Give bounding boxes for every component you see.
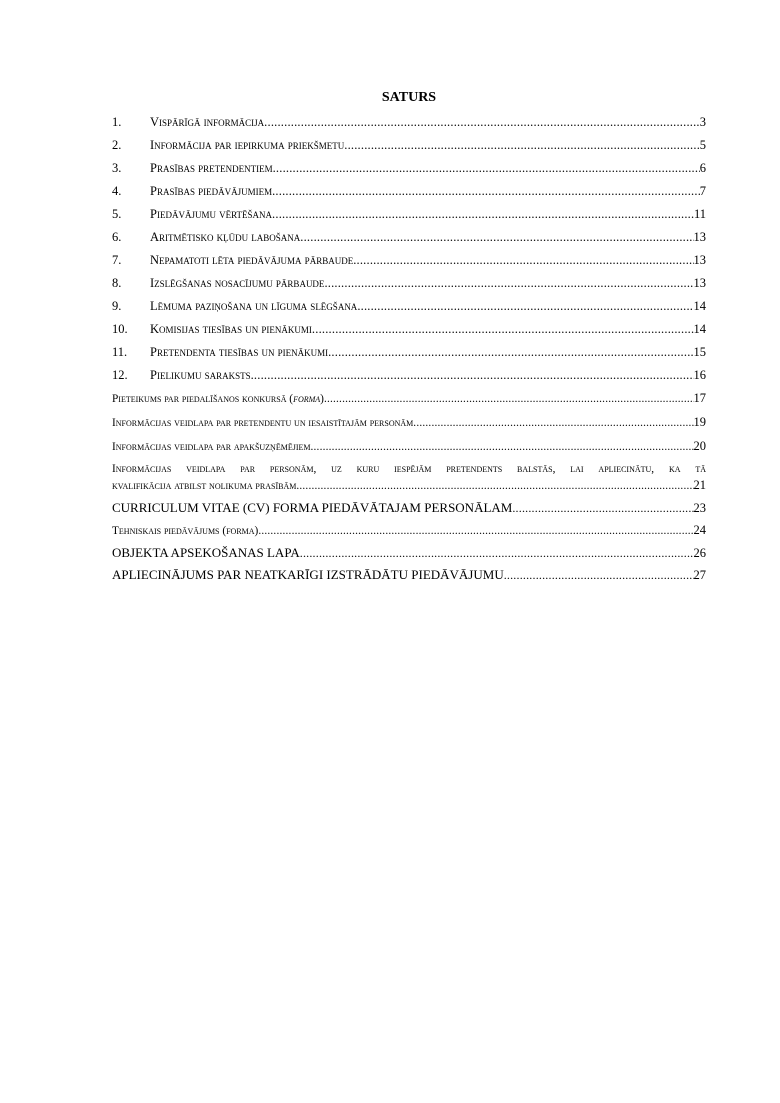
toc-entry-5[interactable] bbox=[112, 206, 706, 222]
toc-leader-dots bbox=[272, 206, 694, 222]
toc-entry-10[interactable] bbox=[112, 321, 706, 337]
toc-leader-dots bbox=[264, 114, 700, 130]
toc-entry-number: 8. bbox=[112, 276, 122, 290]
toc-entry-label: Prasības piedāvājumiem bbox=[150, 184, 273, 198]
toc-entry-page: 19 bbox=[693, 415, 706, 429]
toc-appendix-pretendent-form[interactable] bbox=[112, 414, 706, 431]
toc-entry-9[interactable] bbox=[112, 298, 706, 314]
toc-entry-12[interactable] bbox=[112, 367, 706, 383]
toc-entry-number: 6. bbox=[112, 230, 122, 244]
toc-appendix-persons-form[interactable] bbox=[112, 462, 706, 494]
toc-entry-page: 14 bbox=[693, 299, 706, 313]
toc-entry-page: 14 bbox=[693, 322, 706, 336]
toc-leader-dots bbox=[311, 439, 694, 455]
toc-entry-page: 6 bbox=[699, 161, 706, 175]
toc-entry-number: 2. bbox=[112, 138, 122, 152]
toc-entry-number: 11. bbox=[112, 345, 128, 359]
toc-appendix-site-inspection[interactable] bbox=[112, 545, 706, 561]
toc-appendix-subcontractors-form[interactable] bbox=[112, 438, 706, 455]
toc-entry-page: 3 bbox=[699, 115, 706, 129]
toc-entry-11[interactable] bbox=[112, 344, 706, 360]
toc-entry-label-line2: kvalifikācija atbilst nolikuma prasībām bbox=[112, 480, 297, 492]
toc-entry-page: 13 bbox=[693, 276, 706, 290]
toc-leader-dots bbox=[344, 137, 700, 153]
toc-appendix-cv-form[interactable] bbox=[112, 500, 706, 516]
toc-entry-page: 21 bbox=[693, 478, 706, 492]
toc-entry-number: 9. bbox=[112, 299, 122, 313]
toc-appendix-independent-proposal[interactable] bbox=[112, 567, 706, 583]
toc-entry-number: 1. bbox=[112, 115, 122, 129]
toc-entry-number: 4. bbox=[112, 184, 122, 198]
toc-entry-page: 16 bbox=[693, 368, 706, 382]
toc-entry-4[interactable] bbox=[112, 183, 706, 199]
toc-leader-dots bbox=[324, 275, 693, 291]
toc-entry-number: 3. bbox=[112, 161, 122, 175]
toc-entry-label: Pieteikums par piedalīšanos konkursā ( bbox=[112, 393, 294, 405]
toc-entry-label: Informācijas veidlapa par apakšuzņēmējiem bbox=[112, 441, 311, 453]
toc-leader-dots bbox=[413, 415, 693, 431]
toc-appendix-technical-proposal[interactable] bbox=[112, 522, 706, 539]
toc-entry-2[interactable] bbox=[112, 137, 706, 153]
toc-entry-number: 5. bbox=[112, 207, 122, 221]
toc-leader-dots bbox=[300, 545, 694, 561]
toc-title: SATURS bbox=[381, 90, 437, 105]
toc-leader-dots bbox=[512, 500, 693, 516]
toc-entry-label: Informācijas veidlapa par pretendentu un iesaistītajām personām bbox=[112, 417, 414, 429]
toc-entry-1[interactable] bbox=[112, 114, 706, 130]
toc-entry-page: 13 bbox=[693, 230, 706, 244]
toc-entry-page: 11 bbox=[693, 207, 706, 221]
toc-entry-page: 27 bbox=[693, 568, 706, 582]
toc-leader-dots bbox=[296, 478, 693, 494]
toc-entry-page: 20 bbox=[693, 439, 706, 453]
toc-entry-label-line1: Informācijas veidlapa par personām, uz kuru iespējām pretendents balstās, lai apliecinātu, ka tā bbox=[112, 463, 706, 475]
toc-entry-label-after: ) bbox=[320, 393, 324, 405]
toc-entry-page: 24 bbox=[693, 523, 706, 537]
toc-entry-label: Nepamatoti lēta piedāvājuma pārbaude bbox=[150, 253, 354, 267]
toc-entry-label: Pretendenta tiesības un pienākumi bbox=[150, 345, 329, 359]
toc-appendix-application-form[interactable] bbox=[112, 390, 706, 407]
toc-leader-dots bbox=[258, 523, 693, 539]
toc-entry-label: Lēmuma paziņošana un līguma slēgšana bbox=[150, 299, 358, 313]
toc-entry-3[interactable] bbox=[112, 160, 706, 176]
toc-leader-dots bbox=[273, 160, 700, 176]
toc-entry-label: Tehniskais piedāvājums (forma) bbox=[112, 525, 259, 537]
toc-entry-7[interactable] bbox=[112, 252, 706, 268]
table-of-contents bbox=[112, 112, 706, 583]
toc-entry-number: 7. bbox=[112, 253, 122, 267]
toc-leader-dots bbox=[251, 367, 694, 383]
toc-entry-label: Komisijas tiesības un pienākumi bbox=[150, 322, 312, 336]
toc-entry-page: 26 bbox=[693, 546, 706, 560]
toc-entry-page: 15 bbox=[693, 345, 706, 359]
toc-entry-label-italic: forma bbox=[293, 393, 321, 405]
toc-entry-label: Izslēgšanas nosacījumu pārbaude bbox=[150, 276, 325, 290]
toc-leader-dots bbox=[312, 321, 694, 337]
toc-entry-page: 5 bbox=[699, 138, 706, 152]
toc-entry-label: OBJEKTA APSEKOŠANAS LAPA bbox=[112, 545, 300, 560]
toc-leader-dots bbox=[353, 252, 693, 268]
toc-entry-line2 bbox=[112, 477, 706, 494]
toc-leader-dots bbox=[357, 298, 693, 314]
toc-entry-label: Prasības pretendentiem bbox=[150, 161, 273, 175]
toc-entry-page: 17 bbox=[693, 391, 706, 405]
toc-entry-label: APLIECINĀJUMS PAR NEATKARĪGI IZSTRĀDĀTU PIEDĀVĀJUMU bbox=[112, 567, 504, 582]
toc-entry-page: 7 bbox=[699, 184, 706, 198]
toc-entry-label: Piedāvājumu vērtēšana bbox=[150, 207, 273, 221]
toc-entry-page: 23 bbox=[693, 501, 706, 515]
toc-entry-label: CURRICULUM VITAE (CV) FORMA PIEDĀVĀTAJAM PERSONĀLAM bbox=[112, 500, 513, 515]
toc-entry-8[interactable] bbox=[112, 275, 706, 291]
toc-entry-label: Vispārīgā informācija bbox=[150, 115, 265, 129]
toc-entry-number: 12. bbox=[112, 368, 128, 382]
toc-entry-label: Informācija par iepirkuma priekšmetu bbox=[150, 138, 345, 152]
toc-leader-dots bbox=[504, 567, 694, 583]
toc-entry-6[interactable] bbox=[112, 229, 706, 245]
toc-entry-page: 13 bbox=[693, 253, 706, 267]
toc-entry-number: 10. bbox=[112, 322, 128, 336]
toc-leader-dots bbox=[324, 391, 694, 407]
toc-leader-dots bbox=[328, 344, 693, 360]
toc-leader-dots bbox=[300, 229, 693, 245]
toc-leader-dots bbox=[272, 183, 700, 199]
toc-entry-label: Aritmētisko kļūdu labošana bbox=[150, 230, 301, 244]
toc-entry-label: Pielikumu saraksts bbox=[150, 368, 251, 382]
toc-entry-label-wrap bbox=[112, 391, 324, 407]
